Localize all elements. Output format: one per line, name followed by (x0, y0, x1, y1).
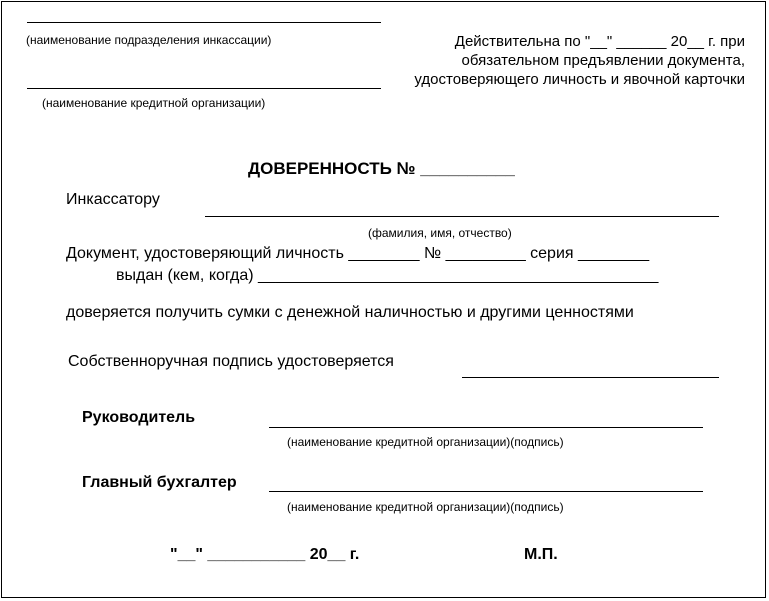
date-line: "__" ___________ 20__ г. (170, 546, 360, 563)
credit-org-caption: (наименование кредитной организации) (42, 96, 266, 110)
authorization-text: доверяется получить сумки с денежной наличностью и другими ценностями (66, 304, 634, 321)
collector-label: Инкассатору (66, 191, 160, 208)
head-signature-line[interactable] (269, 427, 703, 428)
chief-accountant-label: Главный бухгалтер (82, 474, 237, 491)
signature-certified-label: Собственноручная подпись удостоверяется (68, 353, 394, 370)
id-document-line: Документ, удостоверяющий личность ________ № _________ серия ________ (66, 245, 650, 262)
collection-unit-line[interactable] (27, 22, 381, 23)
document-title: ДОВЕРЕННОСТЬ № __________ (248, 159, 515, 178)
collector-name-line[interactable] (205, 216, 719, 217)
validity-line-3: удостоверяющего личность и явочной карточки (414, 71, 745, 88)
chief-accountant-signature-line[interactable] (269, 491, 703, 492)
chief-accountant-caption: (наименование кредитной организации)(подпись) (287, 500, 564, 514)
validity-note (414, 32, 745, 89)
credit-org-line[interactable] (27, 88, 381, 89)
validity-line-1: Действительна по "__" ______ 20__ г. при (454, 33, 745, 50)
head-label: Руководитель (82, 409, 196, 426)
stamp-place: М.П. (524, 546, 558, 563)
head-caption: (наименование кредитной организации)(подпись) (287, 435, 564, 449)
fio-caption: (фамилия, имя, отчество) (368, 226, 512, 240)
signature-certified-line[interactable] (462, 377, 719, 378)
collection-unit-caption: (наименование подразделения инкассации) (26, 33, 272, 47)
issued-by-line: выдан (кем, когда) _____________________________________________ (116, 267, 659, 284)
validity-line-2: обязательном предъявлении документа, (461, 52, 745, 69)
